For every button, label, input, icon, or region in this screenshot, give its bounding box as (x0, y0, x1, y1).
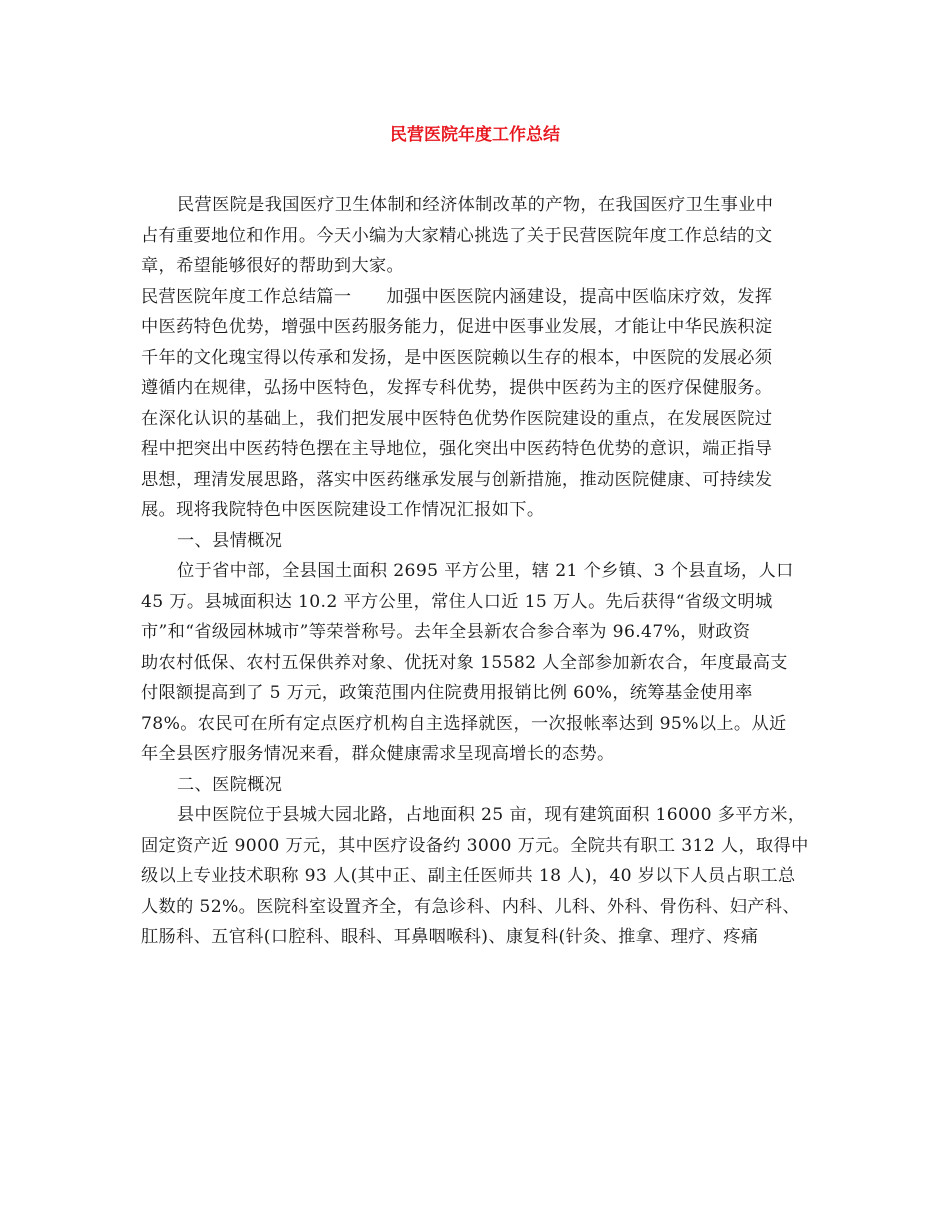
body-line: 遵循内在规律，弘扬中医特色，发挥专科优势，提供中医药为主的医疗保健服务。 (141, 378, 773, 398)
body-line: 程中把突出中医药特色摆在主导地位，强化突出中医药特色优势的意识，端正指导 (141, 439, 773, 459)
body-line: 千年的文化瑰宝得以传承和发扬，是中医医院赖以生存的根本，中医院的发展必须 (141, 347, 773, 368)
body-line: 级以上专业技术职称 93 人(其中正、副主任医师共 18 人)，40 岁以下人员占职工总 (141, 866, 796, 886)
body-line: 县中医院位于县城大园北路，占地面积 25 亩，现有建筑面积 16000 多平方米， (177, 805, 806, 825)
body-line: 思想，理清发展思路，落实中医药继承发展与创新措施，推动医院健康、可持续发 (141, 469, 773, 490)
body-line: 民营医院是我国医疗卫生体制和经济体制改革的产物，在我国医疗卫生事业中 (177, 195, 774, 215)
body-line: 助农村低保、农村五保供养对象、优抚对象 15582 人全部参加新农合，年度最高支 (141, 652, 788, 673)
body-line: 78%。农民可在所有定点医疗机构自主选择就医，一次报帐率达到 95%以上。从近 (141, 713, 787, 734)
body-line: 45 万。县城面积达 10.2 平方公里，常住人口近 15 万人。先后获得“省级文明城 (141, 591, 773, 612)
body-line: 市”和“省级园林城市”等荣誉称号。去年全县新农合参合率为 96.47%，财政资 (141, 622, 751, 642)
body-line: 人数的 52%。医院科室设置齐全，有急诊科、内科、儿科、外科、骨伤科、妇产科、 (141, 896, 800, 917)
body-line: 肛肠科、五官科(口腔科、眼科、耳鼻咽喉科)、康复科(针灸、推拿、理疗、疼痛 (141, 927, 759, 947)
body-line: 位于省中部，全县国土面积 2695 平方公里，辖 21 个乡镇、3 个县直场，人口 (177, 561, 794, 581)
document-title: 民营医院年度工作总结 (390, 125, 560, 145)
body-line: 固定资产近 9000 万元，其中医疗设备约 3000 万元。全院共有职工 312 人，取得中 (141, 835, 809, 856)
document-body (141, 190, 815, 953)
section-heading-line: 民营医院年度工作总结篇一 加强中医医院内涵建设，提高中医临床疗效，发挥 (141, 286, 773, 307)
body-line: 展。现将我院特色中医医院建设工作情况汇报如下。 (141, 500, 545, 520)
body-line: 在深化认识的基础上，我们把发展中医特色优势作医院建设的重点，在发展医院过 (141, 408, 773, 429)
body-line: 付限额提高到了 5 万元，政策范围内住院费用报销比例 60%，统筹基金使用率 (141, 683, 753, 703)
body-line: 中医药特色优势，增强中医药服务能力，促进中医事业发展，才能让中华民族积淀 (141, 317, 773, 337)
body-line: 章，希望能够很好的帮助到大家。 (141, 256, 405, 276)
body-line: 年全县医疗服务情况来看，群众健康需求呈现高增长的态势。 (141, 744, 615, 764)
section-heading-hospital: 二、医院概况 (177, 774, 283, 795)
section-heading-county: 一、县情概况 (177, 530, 283, 551)
body-line: 占有重要地位和作用。今天小编为大家精心挑选了关于民营医院年度工作总结的文 (141, 225, 773, 246)
